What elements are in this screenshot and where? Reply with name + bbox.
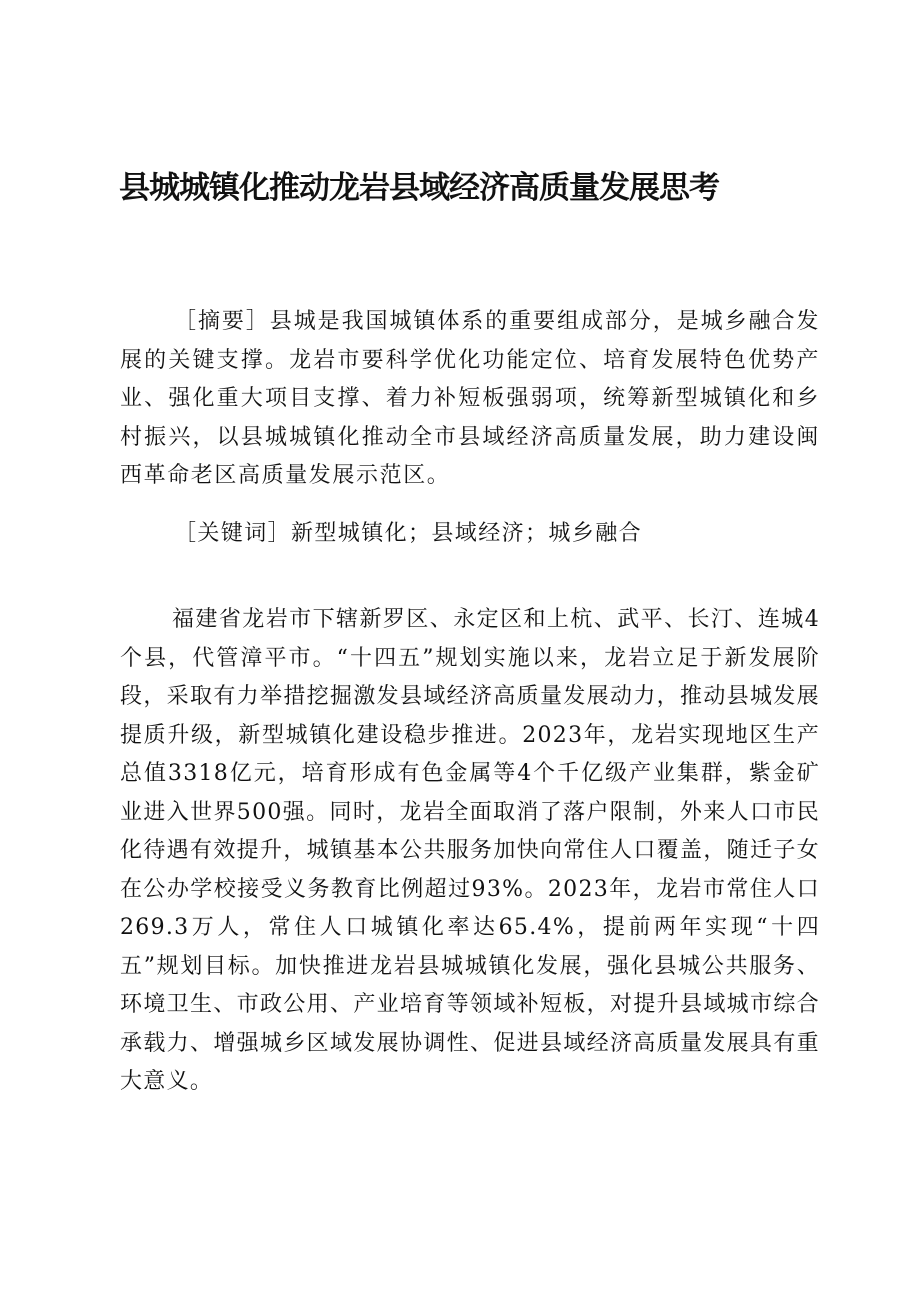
keywords-line: ［关键词］新型城镇化；县域经济；城乡融合 [174,521,643,546]
body-paragraph: 福建省龙岩市下辖新罗区、永定区和上杭、武平、长汀、连城4个县，代管漳平市。“十四五”规划实施以来，龙岩立足于新发展阶段，采取有力举措挖掘激发县域经济高质量发展动力，推动县城发展提质升级，新型城镇化建设稳步推进。2023年，龙岩实现地区生产总值3318亿元，培育形成有色金属等4个千亿级产业集群，紫金矿业进入世界500强。同时，龙岩全面取消了落户限制，外来人口市民化待遇有效提升，城镇基本公共服务加快向常住人口覆盖，随迁子女在公办学校接受义务教育比例超过93%。2023年，龙岩市常住人口269.3万人，常住人口城镇化率达65.4%，提前两年实现“十四五”规划目标。加快推进龙岩县城城镇化发展，强化县城公共服务、环境卫生、市政公用、产业培育等领域补短板，对提升县域城市综合承载力、增强城乡区域发展协调性、促进县域经济高质量发展具有重大意义。 [120,607,820,1094]
document-title: 县城城镇化推动龙岩县域经济高质量发展思考 [119,170,719,206]
abstract-paragraph: ［摘要］县城是我国城镇体系的重要组成部分，是城乡融合发展的关键支撑。龙岩市要科学优化功能定位、培育发展特色优势产业、强化重大项目支撑、着力补短板强弱项，统筹新型城镇化和乡村振兴，以县城城镇化推动全市县域经济高质量发展，助力建设闽西革命老区高质量发展示范区。 [120,309,820,488]
